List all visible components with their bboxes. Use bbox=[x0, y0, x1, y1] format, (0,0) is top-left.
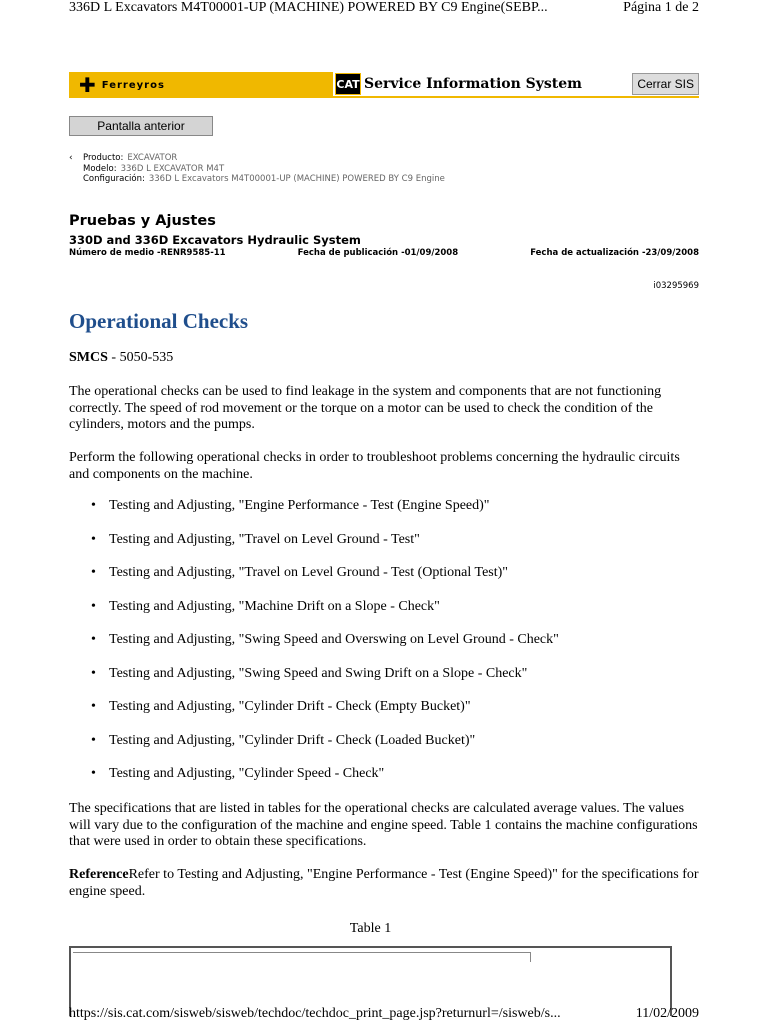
print-footer-date: 11/02/2009 bbox=[635, 1006, 699, 1021]
model-value: 336D L EXCAVATOR M4T bbox=[120, 163, 225, 174]
check-link[interactable]: Testing and Adjusting, "Travel on Level Ground - Test (Optional Test)" bbox=[109, 565, 509, 580]
cat-logo: CAT bbox=[335, 73, 361, 95]
check-list-item bbox=[69, 531, 699, 565]
check-list-item bbox=[69, 698, 699, 732]
bullet-icon: • bbox=[91, 665, 96, 681]
media-number: Número de medio -RENR9585-11 bbox=[69, 248, 226, 258]
bullet-icon: • bbox=[91, 598, 96, 614]
document-system: 330D and 336D Excavators Hydraulic System bbox=[69, 233, 361, 247]
intro-paragraph: The operational checks can be used to find leakage in the system and components that are not functioning correctly. The speed of rod movement or the torque on a motor can be used to check the condition of the cylinders, motors and the pumps. bbox=[69, 384, 662, 432]
check-list-item bbox=[69, 598, 699, 632]
config-value: 336D L Excavators M4T00001-UP (MACHINE) POWERED BY C9 Engine bbox=[148, 174, 445, 184]
table-caption: Table 1 bbox=[349, 921, 392, 936]
bullet-icon: • bbox=[91, 766, 96, 781]
check-list-item bbox=[69, 765, 699, 799]
check-list-item bbox=[69, 665, 699, 699]
model-label: Modelo: bbox=[83, 163, 117, 174]
sis-banner bbox=[69, 72, 699, 98]
previous-screen-button[interactable]: Pantalla anterior bbox=[69, 116, 213, 136]
product-label: Producto: bbox=[83, 153, 124, 163]
sis-title: Service Information System bbox=[364, 76, 582, 92]
reference-text: Refer to Testing and Adjusting, "Engine Performance - Test (Engine Speed)" for the specifications for engine speed. bbox=[69, 867, 699, 899]
smcs-label: SMCS bbox=[69, 350, 108, 365]
dealer-bar bbox=[69, 72, 333, 98]
reference-paragraph bbox=[69, 867, 699, 900]
check-link[interactable]: Testing and Adjusting, "Travel on Level Ground - Test" bbox=[109, 531, 420, 547]
check-list-item bbox=[69, 631, 699, 665]
bullet-icon: • bbox=[91, 565, 96, 580]
check-link[interactable]: Testing and Adjusting, "Swing Speed and Swing Drift on a Slope - Check" bbox=[109, 665, 528, 681]
check-link[interactable]: Testing and Adjusting, "Cylinder Drift - Check (Empty Bucket)" bbox=[109, 699, 471, 714]
collapse-chevron-icon[interactable]: ‹ bbox=[69, 153, 73, 163]
table-1-header-cell bbox=[73, 952, 531, 962]
check-link[interactable]: Testing and Adjusting, "Machine Drift on a Slope - Check" bbox=[109, 598, 440, 614]
page-title: Operational Checks bbox=[69, 309, 249, 333]
check-link[interactable]: Testing and Adjusting, "Cylinder Drift - Check (Loaded Bucket)" bbox=[109, 732, 476, 748]
dealer-logo bbox=[79, 75, 165, 95]
check-link[interactable]: Testing and Adjusting, "Cylinder Speed - Check" bbox=[109, 766, 385, 781]
print-footer bbox=[69, 1006, 699, 1022]
print-header bbox=[69, 0, 699, 16]
check-list-item bbox=[69, 732, 699, 766]
check-list-item bbox=[69, 497, 699, 531]
check-link[interactable]: Testing and Adjusting, "Engine Performance - Test (Engine Speed)" bbox=[109, 498, 490, 513]
bullet-icon: • bbox=[91, 498, 96, 513]
reference-label: Reference bbox=[69, 867, 129, 882]
document-id: i03295969 bbox=[653, 281, 699, 291]
smcs-value: - 5050-535 bbox=[107, 350, 174, 365]
print-footer-url: https://sis.cat.com/sisweb/sisweb/techdoc/techdoc_print_page.jsp?returnurl=/sisweb/s... bbox=[69, 1006, 561, 1021]
specifications-paragraph: The specifications that are listed in tables for the operational checks are calculated average values. The values will vary due to the configuration of the machine and engine speed. Table 1 contains the machine configurations that were used in order to obtain these specifications. bbox=[69, 801, 698, 849]
check-link[interactable]: Testing and Adjusting, "Swing Speed and Overswing on Level Ground - Check" bbox=[109, 632, 559, 647]
dealer-cross-icon: ✚ bbox=[79, 73, 96, 97]
check-list-item bbox=[69, 564, 699, 598]
print-header-title: 336D L Excavators M4T00001-UP (MACHINE) POWERED BY C9 Engine(SEBP... bbox=[69, 0, 548, 15]
product-info bbox=[69, 153, 449, 185]
bullet-icon: • bbox=[91, 699, 96, 714]
banner-title-area bbox=[333, 72, 699, 98]
instruction-paragraph: Perform the following operational checks in order to troubleshoot problems concerning the hydraulic circuits and components on the machine. bbox=[69, 450, 680, 482]
config-label: Configuración: bbox=[83, 174, 145, 184]
bullet-icon: • bbox=[91, 732, 96, 748]
update-date: Fecha de actualización -23/09/2008 bbox=[530, 248, 699, 258]
bullet-icon: • bbox=[91, 531, 96, 547]
close-sis-button[interactable]: Cerrar SIS bbox=[632, 73, 699, 95]
document-meta bbox=[69, 248, 699, 258]
print-header-page: Página 1 de 2 bbox=[623, 0, 699, 15]
operational-checks-list bbox=[69, 497, 699, 799]
document-type: Pruebas y Ajustes bbox=[69, 213, 216, 229]
bullet-icon: • bbox=[91, 632, 96, 647]
dealer-name: Ferreyros bbox=[101, 79, 165, 91]
product-value: EXCAVATOR bbox=[127, 153, 178, 163]
publication-date: Fecha de publicación -01/09/2008 bbox=[297, 248, 459, 258]
smcs-code bbox=[69, 350, 173, 366]
